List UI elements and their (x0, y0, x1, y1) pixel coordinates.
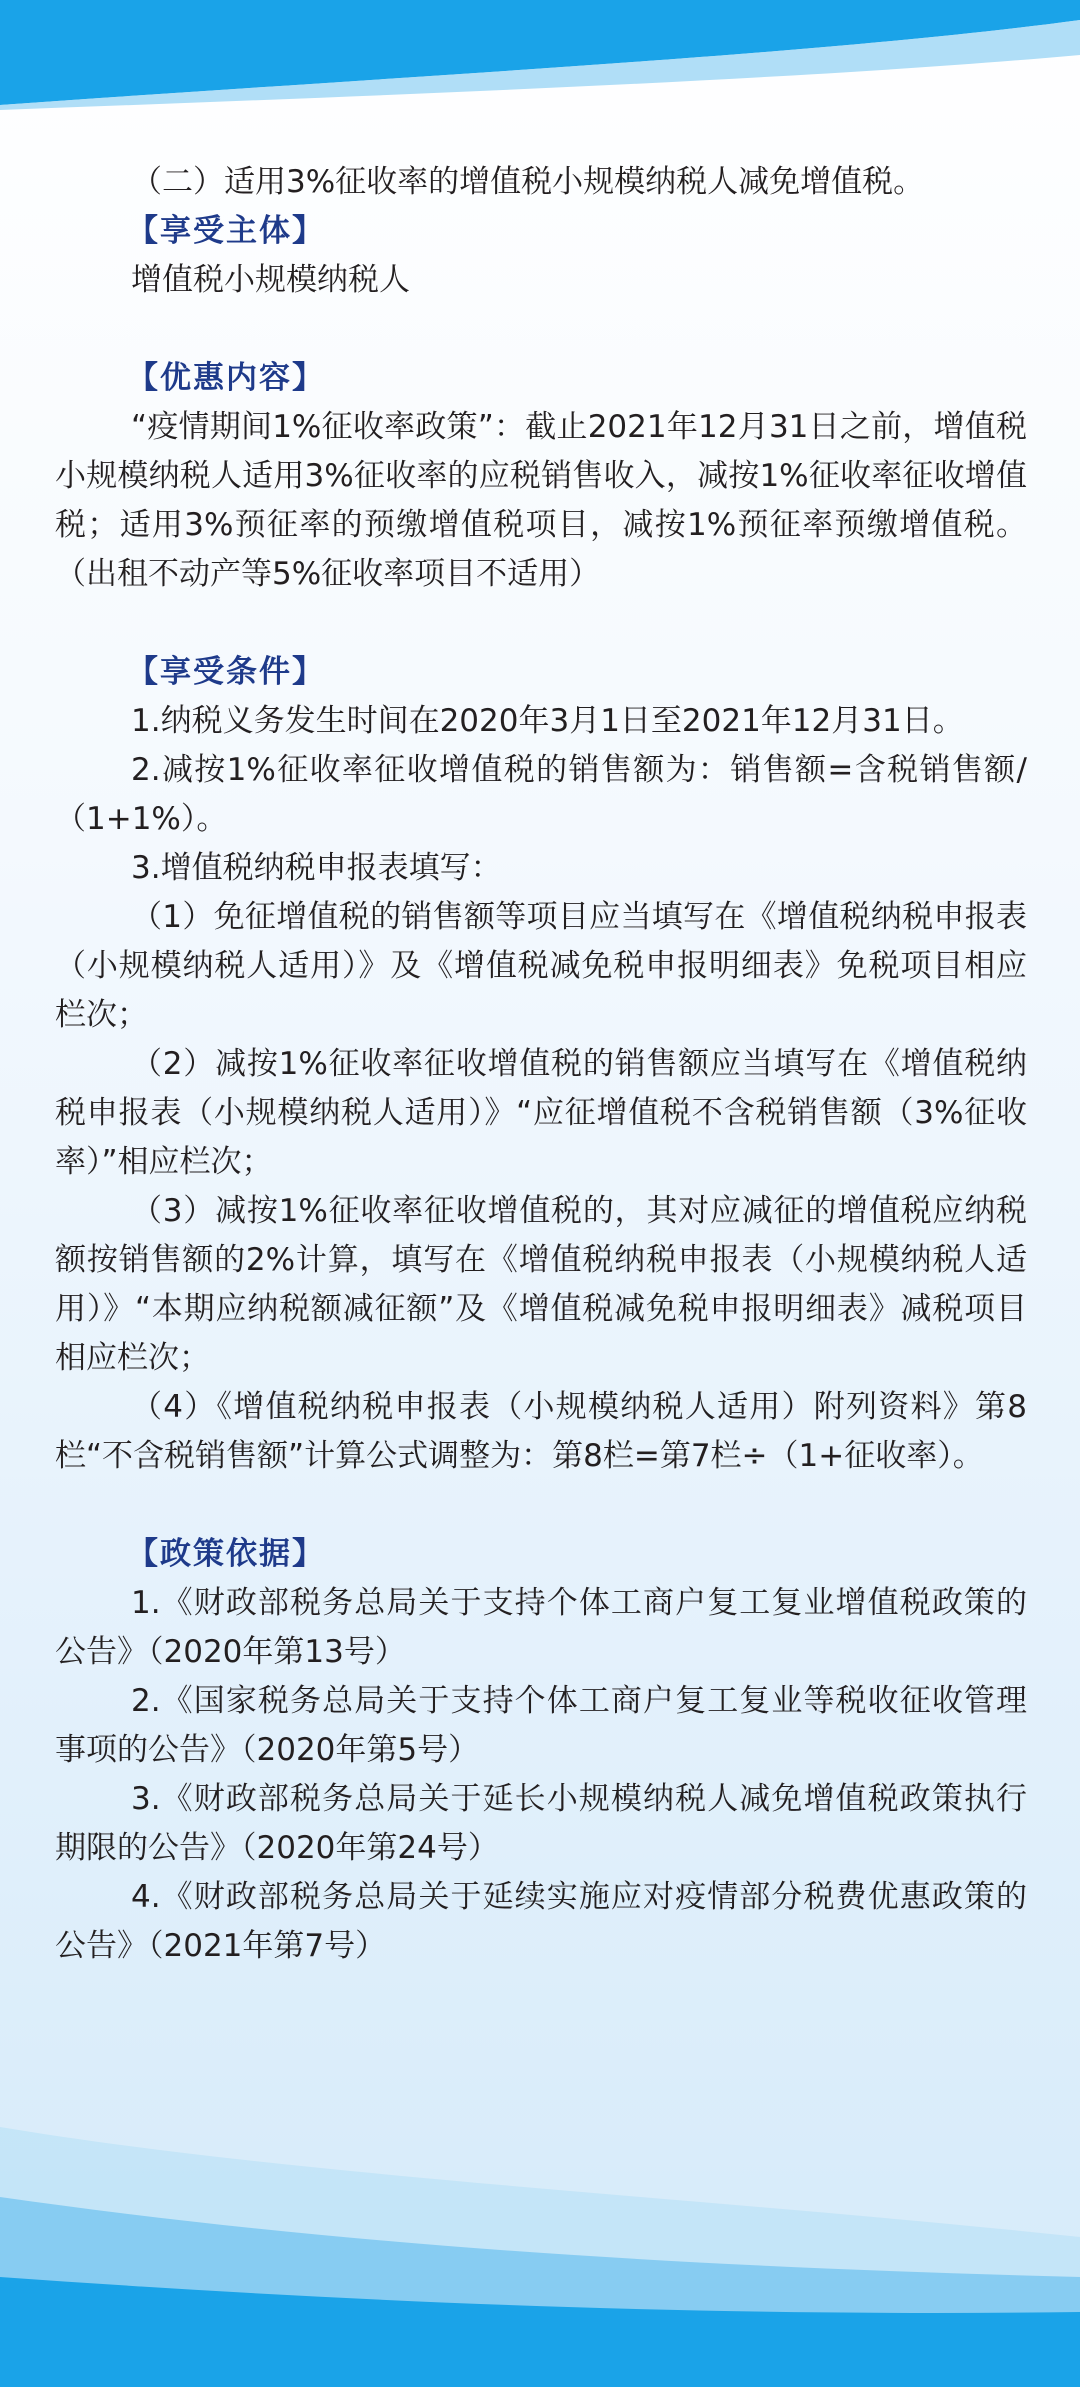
condition-subitem: （2）减按1%征收率征收增值税的销售额应当填写在《增值税纳税申报表（小规模纳税人适用）》“应征增值税不含税销售额（3%征收率）”相应栏次； (55, 1046, 1027, 1180)
subject-heading: 【享受主体】 (127, 213, 325, 249)
section-title: （二）适用3%征收率的增值税小规模纳税人减免增值税。 (131, 164, 925, 200)
condition-item: 3.增值税纳税申报表填写： (131, 850, 502, 886)
basis-item: 2.《国家税务总局关于支持个体工商户复工复业等税收征收管理事项的公告》（2020年第5号） (55, 1683, 1027, 1768)
basis-item: 1.《财政部税务总局关于支持个体工商户复工复业增值税政策的公告》（2020年第13号） (55, 1585, 1027, 1670)
basis-heading: 【政策依据】 (127, 1536, 325, 1572)
content-heading: 【优惠内容】 (127, 360, 325, 396)
condition-subitem: （3）减按1%征收率征收增值税的，其对应减征的增值税应纳税额按销售额的2%计算，填写在《增值税纳税申报表（小规模纳税人适用）》“本期应纳税额减征额”及《增值税减免税申报明细表》减税项目相应栏次； (55, 1193, 1027, 1376)
top-wave-banner (0, 0, 1080, 120)
basis-item: 3.《财政部税务总局关于延长小规模纳税人减免增值税政策执行期限的公告》（2020年第24号） (55, 1781, 1027, 1866)
content-text: “疫情期间1%征收率政策”：截止2021年12月31日之前，增值税小规模纳税人适用3%征收率的应税销售收入，减按1%征收率征收增值税；适用3%预征率的预缴增值税项目，减按1%预征率预缴增值税。（出租不动产等5%征收率项目不适用） (55, 409, 1027, 592)
conditions-heading: 【享受条件】 (127, 654, 325, 690)
condition-item: 2.减按1%征收率征收增值税的销售额为：销售额=含税销售额/（1+1%）。 (55, 752, 1027, 837)
condition-subitem: （1）免征增值税的销售额等项目应当填写在《增值税纳税申报表（小规模纳税人适用）》及《增值税减免税申报明细表》免税项目相应栏次； (55, 899, 1027, 1033)
subject-text: 增值税小规模纳税人 (131, 262, 410, 298)
basis-item: 4.《财政部税务总局关于延续实施应对疫情部分税费优惠政策的公告》（2021年第7号） (55, 1879, 1027, 1964)
condition-item: 1.纳税义务发生时间在2020年3月1日至2021年12月31日。 (131, 703, 964, 739)
policy-document (55, 158, 1027, 1971)
bottom-wave-banner (0, 2087, 1080, 2387)
condition-subitem: （4）《增值税纳税申报表（小规模纳税人适用）附列资料》第8栏“不含税销售额”计算公式调整为：第8栏=第7栏÷（1+征收率）。 (55, 1389, 1027, 1474)
